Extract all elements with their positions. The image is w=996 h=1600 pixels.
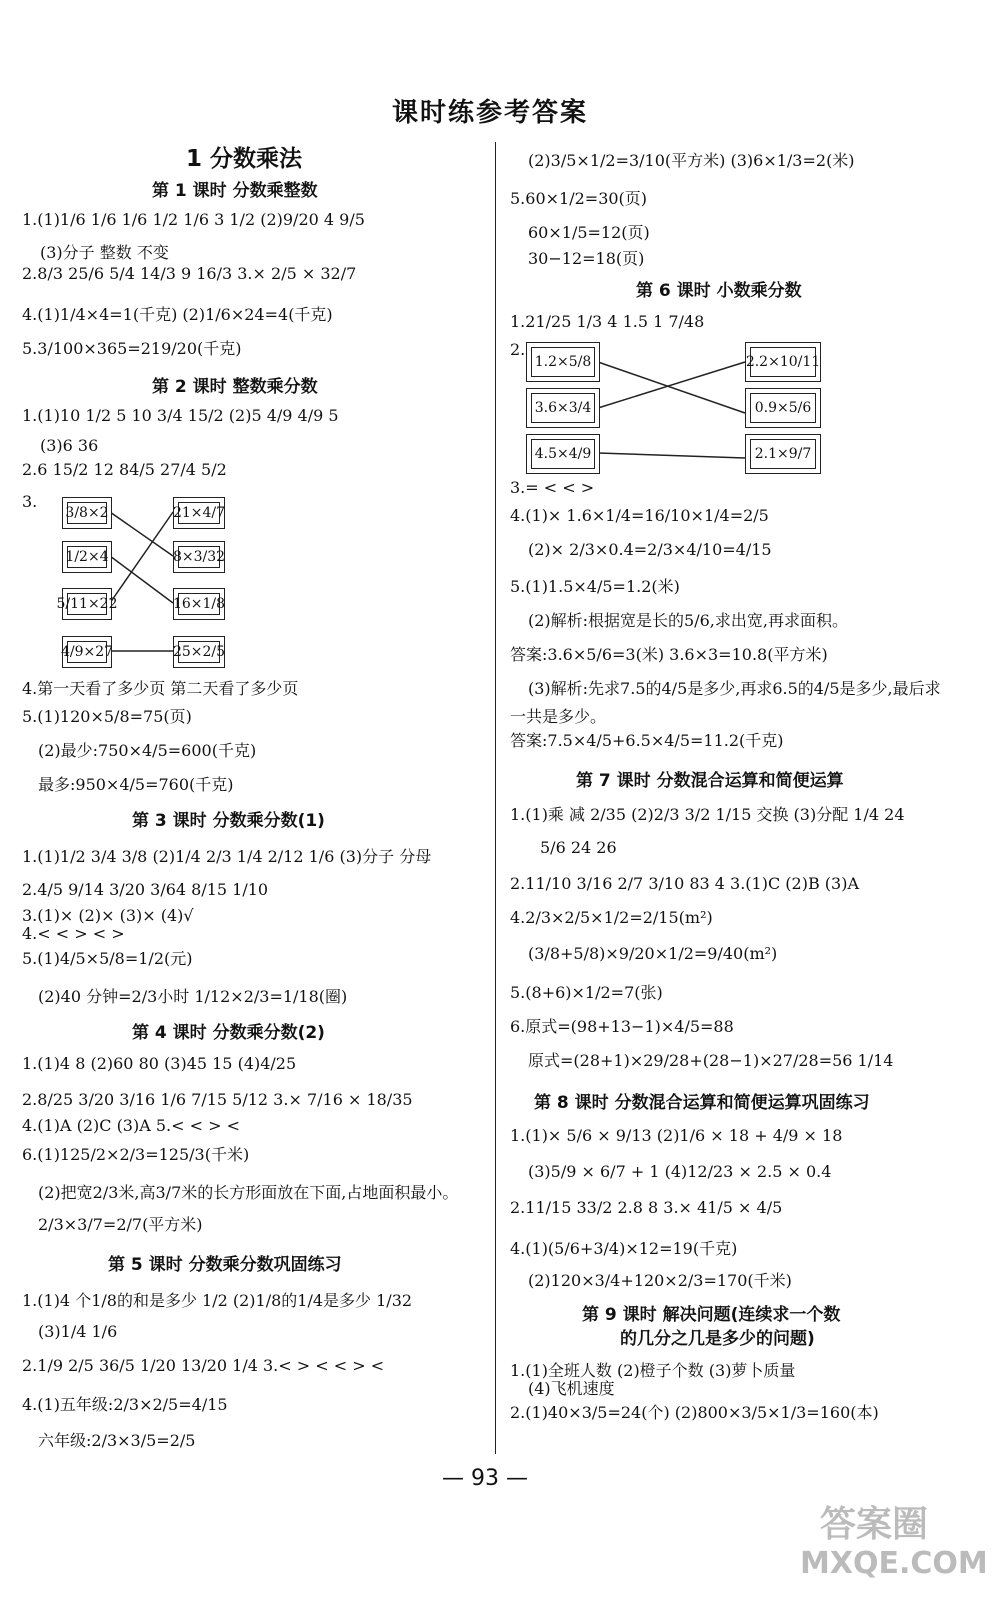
answer-line: 2/3×3/7=2/7(平方米)	[38, 1215, 203, 1234]
answer-line: (2)40 分钟=2/3小时 1/12×2/3=1/18(圈)	[38, 987, 348, 1006]
answer-line: 2.(1)40×3/5=24(个) (2)800×3/5×1/3=160(本)	[510, 1403, 879, 1422]
match-left-box: 5/11×22	[62, 588, 112, 620]
answer-line: 最多:950×4/5=760(千克)	[38, 775, 234, 794]
match-left-box: 1.2×5/8	[526, 342, 600, 382]
answer-line: 6.原式=(98+13−1)×4/5=88	[510, 1017, 734, 1036]
answer-line: 6.(1)125/2×2/3=125/3(千米)	[22, 1145, 250, 1164]
answer-line: (2)解析:根据宽是长的5/6,求出宽,再求面积。	[528, 611, 848, 630]
answer-line: (2)最少:750×4/5=600(千克)	[38, 741, 257, 760]
answer-line: 2.1/9 2/5 36/5 1/20 13/20 1/4 3.< > < < > <	[22, 1356, 385, 1375]
match-right-box: 2.2×10/11	[745, 342, 821, 382]
page-title: 课时练参考答案	[392, 98, 589, 128]
answer-line: 1.(1)4 8 (2)60 80 (3)45 15 (4)4/25	[22, 1054, 297, 1073]
answer-line: 30−12=18(页)	[528, 249, 645, 268]
answer-line: (2)把宽2/3米,高3/7米的长方形面放在下面,占地面积最小。	[38, 1183, 459, 1202]
match-left-box: 1/2×4	[62, 541, 112, 573]
lesson-6-heading: 第 6 课时 小数乘分数	[636, 281, 802, 301]
lesson-9-heading: 第 9 课时 解决问题(连续求一个数	[582, 1305, 841, 1325]
answer-line: 1.21/25 1/3 4 1.5 1 7/48	[510, 312, 705, 331]
answer-line: (3)1/4 1/6	[38, 1322, 118, 1341]
answer-line: 5.60×1/2=30(页)	[510, 189, 648, 208]
answer-line: (2)3/5×1/2=3/10(平方米) (3)6×1/3=2(米)	[528, 151, 855, 170]
page-number: — 93 —	[442, 1466, 528, 1491]
answer-line: (3)5/9 × 6/7 + 1 (4)12/23 × 2.5 × 0.4	[528, 1162, 832, 1181]
match-left-box: 3.6×3/4	[526, 388, 600, 428]
unit-title: 1 分数乘法	[186, 146, 303, 172]
answer-line: 一共是多少。	[510, 707, 607, 726]
answer-line: 六年级:2/3×3/5=2/5	[38, 1431, 196, 1450]
lesson-7-heading: 第 7 课时 分数混合运算和简便运算	[576, 771, 844, 791]
answer-line: 2.8/3 25/6 5/4 14/3 9 16/3 3.× 2/5 × 32/7	[22, 264, 357, 283]
answer-line: 2.6 15/2 12 84/5 27/4 5/2	[22, 460, 227, 479]
match-right-box: 8×3/32	[173, 541, 225, 573]
answer-line: 1.(1)4 个1/8的和是多少 1/2 (2)1/8的1/4是多少 1/32	[22, 1291, 413, 1310]
answer-line: 4.(1)1/4×4=1(千克) (2)1/6×24=4(千克)	[22, 305, 333, 324]
answer-line: 2.11/10 3/16 2/7 3/10 83 4 3.(1)C (2)B (3)A	[510, 874, 860, 893]
match-right-box: 25×2/5	[173, 636, 225, 668]
answer-line: (3)6 36	[40, 436, 99, 455]
answer-line: (3)分子 整数 不变	[40, 243, 169, 262]
answer-line: (3/8+5/8)×9/20×1/2=9/40(m²)	[528, 944, 778, 963]
answer-line: 3.	[22, 492, 38, 511]
answer-line: (2)× 2/3×0.4=2/3×4/10=4/15	[528, 540, 772, 559]
match-right-box: 21×4/7	[173, 497, 225, 529]
answer-line: 2.11/15 33/2 2.8 8 3.× 41/5 × 4/5	[510, 1198, 783, 1217]
answer-line: 2.4/5 9/14 3/20 3/64 8/15 1/10	[22, 880, 269, 899]
answer-line: 1.(1)乘 减 2/35 (2)2/3 3/2 1/15 交换 (3)分配 1/4 24	[510, 805, 905, 824]
answer-line: 1.(1)1/2 3/4 3/8 (2)1/4 2/3 1/4 2/12 1/6 (3)分子 分母	[22, 847, 432, 866]
watermark-logo: 答案圈	[820, 1504, 929, 1545]
lesson-8-heading: 第 8 课时 分数混合运算和简便运算巩固练习	[534, 1093, 870, 1113]
match-left-box: 4.5×4/9	[526, 434, 600, 474]
answer-line: (2)120×3/4+120×2/3=170(千米)	[528, 1271, 792, 1290]
answer-line: 1.(1)10 1/2 5 10 3/4 15/2 (2)5 4/9 4/9 5	[22, 406, 339, 425]
answer-line: 5.(1)120×5/8=75(页)	[22, 707, 192, 726]
answer-line: 答案:7.5×4/5+6.5×4/5=11.2(千克)	[510, 731, 784, 750]
answer-line: 5.(8+6)×1/2=7(张)	[510, 983, 663, 1002]
watermark-url: MXQE.COM	[800, 1546, 988, 1581]
match-left-box: 3/8×2	[62, 497, 112, 529]
lesson-2-heading: 第 2 课时 整数乘分数	[152, 377, 318, 397]
answer-line: 5.(1)4/5×5/8=1/2(元)	[22, 949, 193, 968]
lesson-3-heading: 第 3 课时 分数乘分数(1)	[132, 811, 325, 831]
lesson-4-heading: 第 4 课时 分数乘分数(2)	[132, 1023, 325, 1043]
match-right-box: 16×1/8	[173, 588, 225, 620]
answer-line: 4.第一天看了多少页 第二天看了多少页	[22, 679, 299, 698]
match-left-box: 4/9×27	[62, 636, 112, 668]
answer-line: 1.(1)1/6 1/6 1/6 1/2 1/6 3 1/2 (2)9/20 4 9/5	[22, 210, 365, 229]
answer-line: 5.3/100×365=219/20(千克)	[22, 339, 242, 358]
match-right-box: 0.9×5/6	[745, 388, 821, 428]
answer-line: 1.(1)× 5/6 × 9/13 (2)1/6 × 18 + 4/9 × 18	[510, 1126, 843, 1145]
answer-line: 2.8/25 3/20 3/16 1/6 7/15 5/12 3.× 7/16 × 18/35	[22, 1090, 413, 1109]
answer-line: (3)解析:先求7.5的4/5是多少,再求6.5的4/5是多少,最后求	[528, 679, 941, 698]
answer-line: 2.	[510, 340, 526, 359]
answer-line: 3.= < < >	[510, 478, 595, 497]
answer-line: 5.(1)1.5×4/5=1.2(米)	[510, 577, 680, 596]
answer-line: 4.(1)A (2)C (3)A 5.< < > <	[22, 1116, 241, 1135]
answer-line: 5/6 24 26	[540, 838, 617, 857]
answer-line: (4)飞机速度	[528, 1379, 615, 1398]
answer-line: 4.< < > < >	[22, 924, 125, 943]
answer-line: 4.(1)(5/6+3/4)×12=19(千克)	[510, 1239, 738, 1258]
answer-line: 4.(1)五年级:2/3×2/5=4/15	[22, 1395, 228, 1414]
lesson-1-heading: 第 1 课时 分数乘整数	[152, 181, 318, 201]
answer-line: 3.(1)× (2)× (3)× (4)√	[22, 906, 194, 925]
answer-line: 60×1/5=12(页)	[528, 223, 650, 242]
answer-line: 答案:3.6×5/6=3(米) 3.6×3=10.8(平方米)	[510, 645, 828, 664]
lesson-5-heading: 第 5 课时 分数乘分数巩固练习	[108, 1255, 342, 1275]
lesson-9-heading-line2: 的几分之几是多少的问题)	[620, 1329, 815, 1349]
answer-line: 1.(1)全班人数 (2)橙子个数 (3)萝卜质量	[510, 1361, 796, 1380]
match-right-box: 2.1×9/7	[745, 434, 821, 474]
answer-line: 4.2/3×2/5×1/2=2/15(m²)	[510, 908, 713, 927]
answer-line: 4.(1)× 1.6×1/4=16/10×1/4=2/5	[510, 506, 769, 525]
answer-line: 原式=(28+1)×29/28+(28−1)×27/28=56 1/14	[528, 1051, 894, 1070]
